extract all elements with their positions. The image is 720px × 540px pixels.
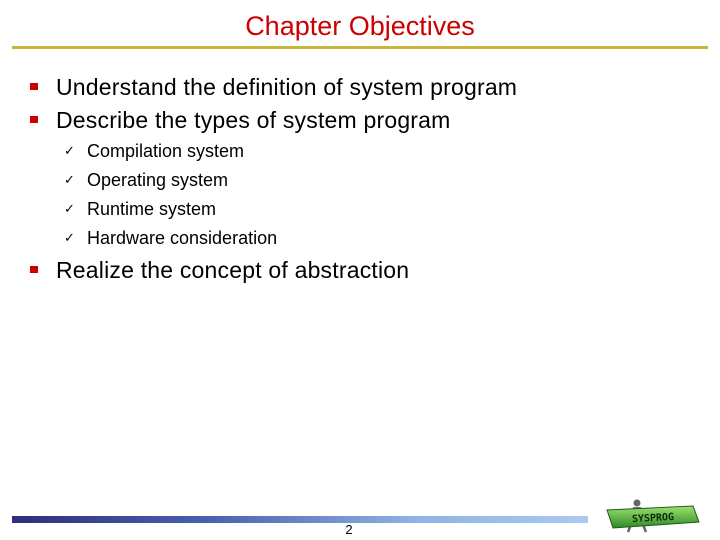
sysprog-logo (601, 498, 707, 534)
red-square-bullet-icon (30, 83, 38, 90)
slide-title: Chapter Objectives (245, 11, 475, 41)
red-square-bullet-icon (30, 116, 38, 123)
sub-item-text: Hardware consideration (87, 228, 278, 248)
checkmark-icon: ✓ (64, 202, 75, 217)
checkmark-icon: ✓ (64, 173, 75, 188)
title-underline (12, 46, 708, 49)
bullet-text: Understand the definition of system program (56, 74, 518, 100)
page-number: 2 (345, 522, 353, 537)
sub-item-text: Operating system (87, 170, 229, 190)
checkmark-icon: ✓ (64, 231, 75, 246)
sub-item-text: Runtime system (87, 199, 217, 219)
checkmark-icon: ✓ (64, 144, 75, 159)
logo-text: SYSPROG (631, 511, 675, 526)
bullet-text: Describe the types of system program (56, 107, 451, 133)
footer-gradient-bar (12, 516, 588, 523)
bullet-text: Realize the concept of abstraction (56, 257, 410, 283)
red-square-bullet-icon (30, 266, 38, 273)
sub-item-text: Compilation system (87, 141, 245, 161)
